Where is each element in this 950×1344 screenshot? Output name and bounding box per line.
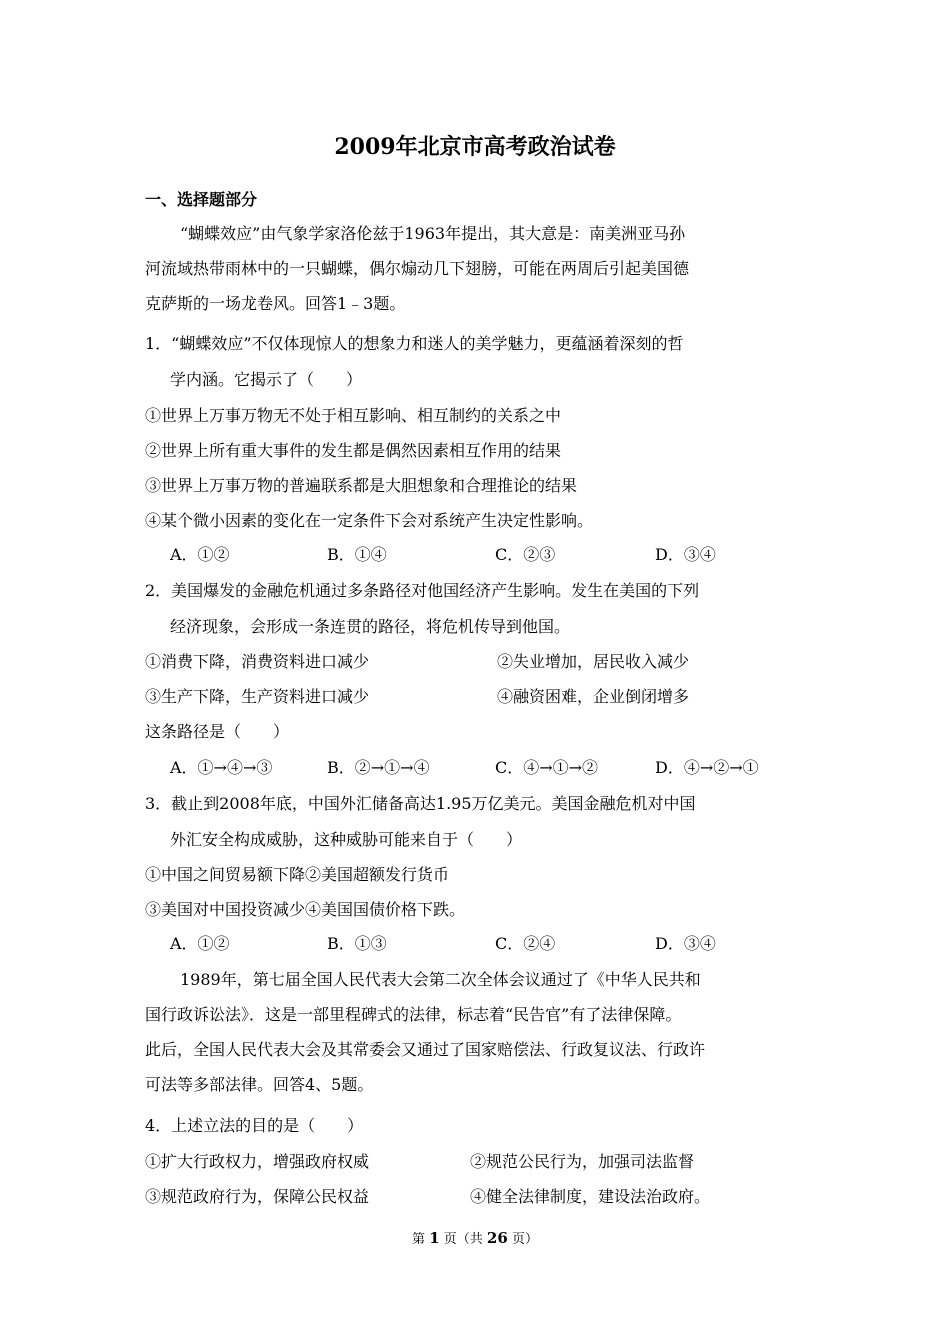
footer-total-pages: 26 (486, 1229, 508, 1247)
q4-item: ②规范公民行为，加强司法监督 (470, 1152, 695, 1171)
q2-item: ①消费下降，消费资料进口减少 (145, 652, 370, 671)
q3-option-d[interactable]: D．③④ (655, 934, 716, 953)
q1-option-b[interactable]: B．①④ (327, 545, 387, 564)
q3-item: ③美国对中国投资减少④美国国债价格下跌。 (145, 900, 466, 919)
q2-option-b[interactable]: B．②→①→④ (327, 758, 430, 777)
q2-option-c[interactable]: C．④→①→② (495, 758, 599, 777)
q1-item: ③世界上万事万物的普遍联系都是大胆想象和合理推论的结果 (145, 476, 578, 495)
q1-option-c[interactable]: C．②③ (495, 545, 556, 564)
passage2-line: 1989年，第七届全国人民代表大会第二次全体会议通过了《中华人民共和 (180, 970, 701, 989)
q4-stem: 4．上述立法的目的是（ ） (145, 1116, 364, 1135)
q3-stem: 外汇安全构成威胁，这种威胁可能来自于（ ） (170, 830, 523, 849)
page-title: 2009年北京市高考政治试卷 (334, 134, 616, 160)
footer-middle: 页（共 (443, 1232, 483, 1247)
q3-stem: 3．截止到2008年底，中国外汇储备高达1.95万亿美元。美国金融危机对中国 (145, 794, 696, 813)
passage2-line: 国行政诉讼法》．这是一部里程碑式的法律，标志着“民告官”有了法律保障。 (145, 1005, 682, 1024)
passage1-line: 克萨斯的一场龙卷风。回答1﹣3题。 (145, 294, 406, 313)
page-footer (0, 1228, 950, 1250)
q2-stem: 2．美国爆发的金融危机通过多条路径对他国经济产生影响。发生在美国的下列 (145, 581, 700, 600)
q3-item: ①中国之间贸易额下降②美国超额发行货币 (145, 865, 450, 884)
q4-item: ④健全法律制度，建设法治政府。 (470, 1187, 711, 1206)
q3-option-b[interactable]: B．①③ (327, 934, 387, 953)
q3-option-a[interactable]: A．①② (170, 934, 230, 953)
q2-item: ②失业增加，居民收入减少 (497, 652, 690, 671)
passage2-line: 可法等多部法律。回答4、5题。 (145, 1075, 374, 1094)
q2-item: ③生产下降，生产资料进口减少 (145, 687, 370, 706)
section-heading: 一、选择题部分 (145, 190, 258, 209)
q1-stem: 学内涵。它揭示了（ ） (170, 370, 363, 389)
q1-option-a[interactable]: A．①② (170, 545, 230, 564)
q1-item: ②世界上所有重大事件的发生都是偶然因素相互作用的结果 (145, 441, 562, 460)
passage2-line: 此后，全国人民代表大会及其常委会又通过了国家赔偿法、行政复议法、行政许 (145, 1040, 706, 1059)
q2-option-a[interactable]: A．①→④→③ (170, 758, 273, 777)
q1-option-d[interactable]: D．③④ (655, 545, 716, 564)
footer-prefix: 第 (412, 1232, 426, 1247)
q1-stem: 1．“蝴蝶效应”不仅体现惊人的想象力和迷人的美学魅力，更蕴涵着深刻的哲 (145, 334, 684, 353)
q2-item: ④融资困难，企业倒闭增多 (497, 687, 690, 706)
q3-option-c[interactable]: C．②④ (495, 934, 556, 953)
footer-page-number: 1 (429, 1229, 440, 1247)
q1-item: ①世界上万事万物无不处于相互影响、相互制约的关系之中 (145, 406, 562, 425)
passage1-line: “蝴蝶效应”由气象学家洛伦兹于1963年提出，其大意是：南美洲亚马孙 (180, 224, 686, 243)
q2-option-d[interactable]: D．④→②→① (655, 758, 759, 777)
q4-item: ①扩大行政权力，增强政府权威 (145, 1152, 370, 1171)
q2-stem: 经济现象，会形成一条连贯的路径，将危机传导到他国。 (170, 617, 571, 636)
footer-suffix: 页） (511, 1232, 538, 1247)
passage1-line: 河流域热带雨林中的一只蝴蝶，偶尔煽动几下翅膀，可能在两周后引起美国德 (145, 259, 690, 278)
q1-item: ④某个微小因素的变化在一定条件下会对系统产生决定性影响。 (145, 511, 594, 530)
q4-item: ③规范政府行为，保障公民权益 (145, 1187, 370, 1206)
q2-tail: 这条路径是（ ） (145, 722, 290, 741)
